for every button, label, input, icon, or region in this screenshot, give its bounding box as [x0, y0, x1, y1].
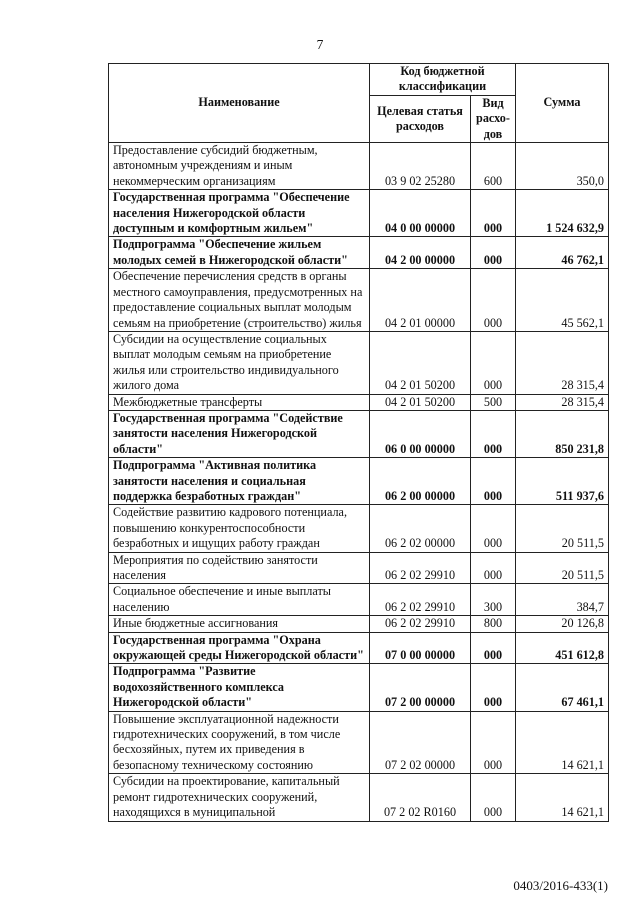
- row-name: Государственная программа "Охрана окружающей среды Нижегородской области": [109, 632, 370, 664]
- row-name: Межбюджетные трансферты: [109, 394, 370, 410]
- table-row: [109, 552, 609, 584]
- row-target-article: 07 0 00 00000: [370, 632, 471, 664]
- row-target-article: 07 2 02 00000: [370, 711, 471, 774]
- row-sum: 1 524 632,9: [516, 190, 609, 237]
- row-name: Государственная программа "Содействие занятости населения Нижегородской области": [109, 410, 370, 457]
- table-row: [109, 331, 609, 394]
- page-number: 7: [316, 37, 324, 52]
- row-expense-type: 800: [471, 616, 516, 632]
- row-target-article: 06 2 00 00000: [370, 458, 471, 505]
- row-target-article: 04 2 01 50200: [370, 331, 471, 394]
- row-sum: 14 621,1: [516, 711, 609, 774]
- row-target-article: 07 2 02 R0160: [370, 774, 471, 821]
- row-expense-type: 500: [471, 394, 516, 410]
- header-expense-type: Вид расхо-дов: [471, 95, 516, 142]
- row-target-article: 04 2 01 00000: [370, 269, 471, 332]
- row-name: Содействие развитию кадрового потенциала, повышению конкурентоспособности безработных и ищущих работу граждан: [109, 505, 370, 552]
- row-expense-type: 600: [471, 143, 516, 190]
- row-expense-type: 000: [471, 552, 516, 584]
- row-sum: 384,7: [516, 584, 609, 616]
- row-expense-type: 300: [471, 584, 516, 616]
- table-body: [109, 143, 609, 821]
- table-row: [109, 410, 609, 457]
- table-row: [109, 190, 609, 237]
- row-sum: 511 937,6: [516, 458, 609, 505]
- row-expense-type: 000: [471, 410, 516, 457]
- table-row: [109, 269, 609, 332]
- row-target-article: 03 9 02 25280: [370, 143, 471, 190]
- table-row: [109, 774, 609, 821]
- row-expense-type: 000: [471, 269, 516, 332]
- row-name: Подпрограмма "Активная политика занятости населения и социальная поддержка безработных граждан": [109, 458, 370, 505]
- table-row: [109, 584, 609, 616]
- row-sum: 28 315,4: [516, 394, 609, 410]
- row-sum: 20 126,8: [516, 616, 609, 632]
- row-target-article: 04 2 00 00000: [370, 237, 471, 269]
- row-expense-type: 000: [471, 331, 516, 394]
- table-row: [109, 505, 609, 552]
- row-target-article: 06 2 02 29910: [370, 616, 471, 632]
- table-row: [109, 458, 609, 505]
- document-number: 0403/2016-433(1): [513, 878, 608, 893]
- row-sum: 20 511,5: [516, 552, 609, 584]
- table-row: [109, 632, 609, 664]
- table-row: [109, 711, 609, 774]
- header-budget-code: Код бюджетной классификации: [370, 64, 516, 96]
- table-row: [109, 237, 609, 269]
- row-name: Иные бюджетные ассигнования: [109, 616, 370, 632]
- row-target-article: 04 2 01 50200: [370, 394, 471, 410]
- table-row: [109, 616, 609, 632]
- row-target-article: 06 2 02 29910: [370, 552, 471, 584]
- row-name: Мероприятия по содействию занятости населения: [109, 552, 370, 584]
- row-expense-type: 000: [471, 664, 516, 711]
- row-name: Субсидии на проектирование, капитальный ремонт гидротехнических сооружений, находящихся в муниципальной: [109, 774, 370, 821]
- row-name: Государственная программа "Обеспечение населения Нижегородской области доступным и комфортным жильем": [109, 190, 370, 237]
- row-expense-type: 000: [471, 190, 516, 237]
- row-expense-type: 000: [471, 237, 516, 269]
- row-target-article: 06 0 00 00000: [370, 410, 471, 457]
- row-sum: 350,0: [516, 143, 609, 190]
- row-target-article: 06 2 02 00000: [370, 505, 471, 552]
- row-name: Субсидии на осуществление социальных выплат молодым семьям на приобретение жилья или строительство индивидуального жилого дома: [109, 331, 370, 394]
- row-sum: 45 562,1: [516, 269, 609, 332]
- row-target-article: 04 0 00 00000: [370, 190, 471, 237]
- table-row: [109, 664, 609, 711]
- row-expense-type: 000: [471, 458, 516, 505]
- row-sum: 67 461,1: [516, 664, 609, 711]
- row-expense-type: 000: [471, 505, 516, 552]
- budget-table: [108, 63, 609, 822]
- header-name: Наименование: [109, 64, 370, 143]
- table-row: [109, 143, 609, 190]
- row-sum: 20 511,5: [516, 505, 609, 552]
- row-name: Подпрограмма "Развитие водохозяйственного комплекса Нижегородской области": [109, 664, 370, 711]
- row-sum: 14 621,1: [516, 774, 609, 821]
- row-name: Предоставление субсидий бюджетным, автономным учреждениям и иным некоммерческим организациям: [109, 143, 370, 190]
- row-sum: 46 762,1: [516, 237, 609, 269]
- row-name: Социальное обеспечение и иные выплаты населению: [109, 584, 370, 616]
- row-name: Подпрограмма "Обеспечение жильем молодых семей в Нижегородской области": [109, 237, 370, 269]
- table-row: [109, 394, 609, 410]
- row-name: Обеспечение перечисления средств в органы местного самоуправления, предусмотренных на предоставление социальных выплат молодым семьям на приобретение (строительство) жилья: [109, 269, 370, 332]
- row-sum: 850 231,8: [516, 410, 609, 457]
- row-sum: 28 315,4: [516, 331, 609, 394]
- row-expense-type: 000: [471, 774, 516, 821]
- row-target-article: 06 2 02 29910: [370, 584, 471, 616]
- header-sum: Сумма: [516, 64, 609, 143]
- row-expense-type: 000: [471, 632, 516, 664]
- header-target-article: Целевая статья расходов: [370, 95, 471, 142]
- row-expense-type: 000: [471, 711, 516, 774]
- row-sum: 451 612,8: [516, 632, 609, 664]
- row-target-article: 07 2 00 00000: [370, 664, 471, 711]
- row-name: Повышение эксплуатационной надежности гидротехнических сооружений, в том числе бесхозяйных, путем их приведения в безопасному техническому состоянию: [109, 711, 370, 774]
